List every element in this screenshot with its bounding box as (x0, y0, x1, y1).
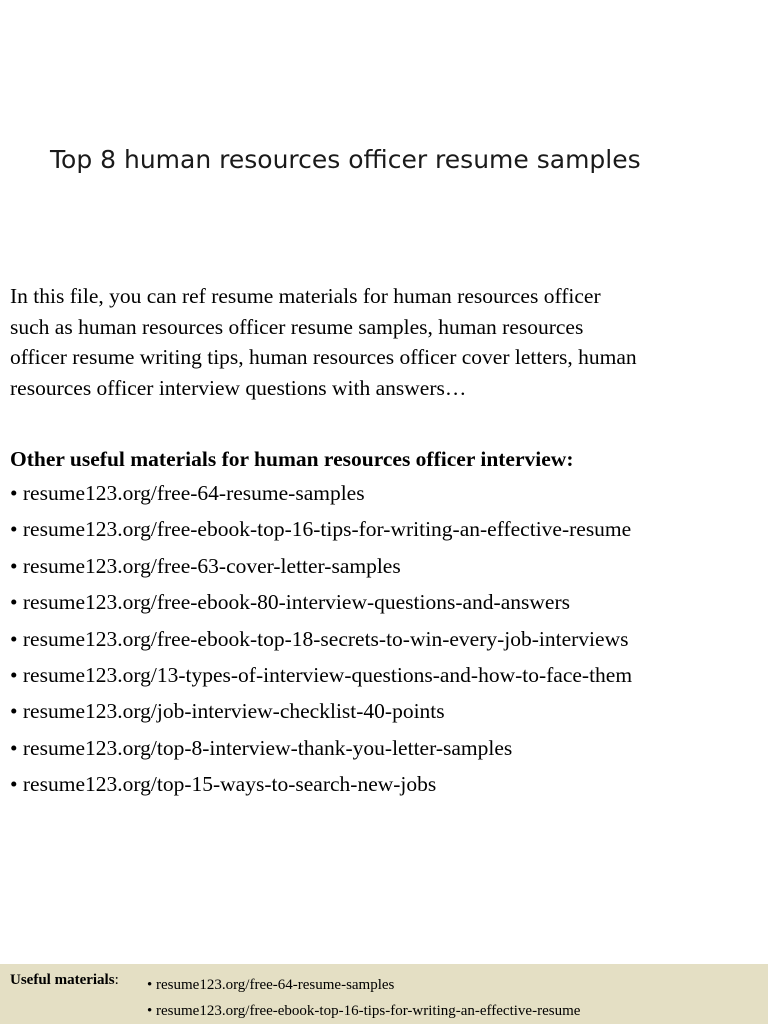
useful-materials-section (10, 443, 765, 803)
footer-label-colon: : (114, 972, 119, 988)
list-item: • resume123.org/free-63-cover-letter-samples (10, 553, 401, 578)
footer-list-item: • resume123.org/free-ebook-top-16-tips-for-writing-an-effective-resume (147, 1003, 581, 1019)
list-item: • resume123.org/free-ebook-80-interview-questions-and-answers (10, 590, 570, 615)
list-item: • resume123.org/top-15-ways-to-search-new-jobs (10, 772, 437, 797)
intro-line: resources officer interview questions with answers… (10, 375, 467, 400)
footer-label-text: Useful materials (10, 972, 115, 988)
intro-paragraph (10, 281, 765, 403)
page-title: Top 8 human resources officer resume samples (50, 145, 641, 174)
intro-line: In this file, you can ref resume materials for human resources officer (10, 284, 601, 308)
list-item: • resume123.org/job-interview-checklist-40-points (10, 699, 445, 724)
list-item: • resume123.org/free-ebook-top-18-secrets-to-win-every-job-interviews (10, 626, 629, 651)
list-item: • resume123.org/top-8-interview-thank-you-letter-samples (10, 735, 513, 760)
intro-line: such as human resources officer resume samples, human resources (10, 314, 584, 339)
footer-list (147, 972, 580, 1024)
intro-line: officer resume writing tips, human resources officer cover letters, human (10, 345, 637, 369)
materials-heading: Other useful materials for human resources officer interview: (10, 447, 574, 471)
footer-list-item: • resume123.org/free-64-resume-samples (147, 977, 395, 993)
footer-bar (0, 964, 768, 1024)
list-item: • resume123.org/free-64-resume-samples (10, 481, 365, 505)
materials-list (10, 475, 765, 803)
footer-label (10, 972, 119, 989)
list-item: • resume123.org/free-ebook-top-16-tips-for-writing-an-effective-resume (10, 517, 632, 542)
list-item: • resume123.org/13-types-of-interview-questions-and-how-to-face-them (10, 662, 633, 687)
